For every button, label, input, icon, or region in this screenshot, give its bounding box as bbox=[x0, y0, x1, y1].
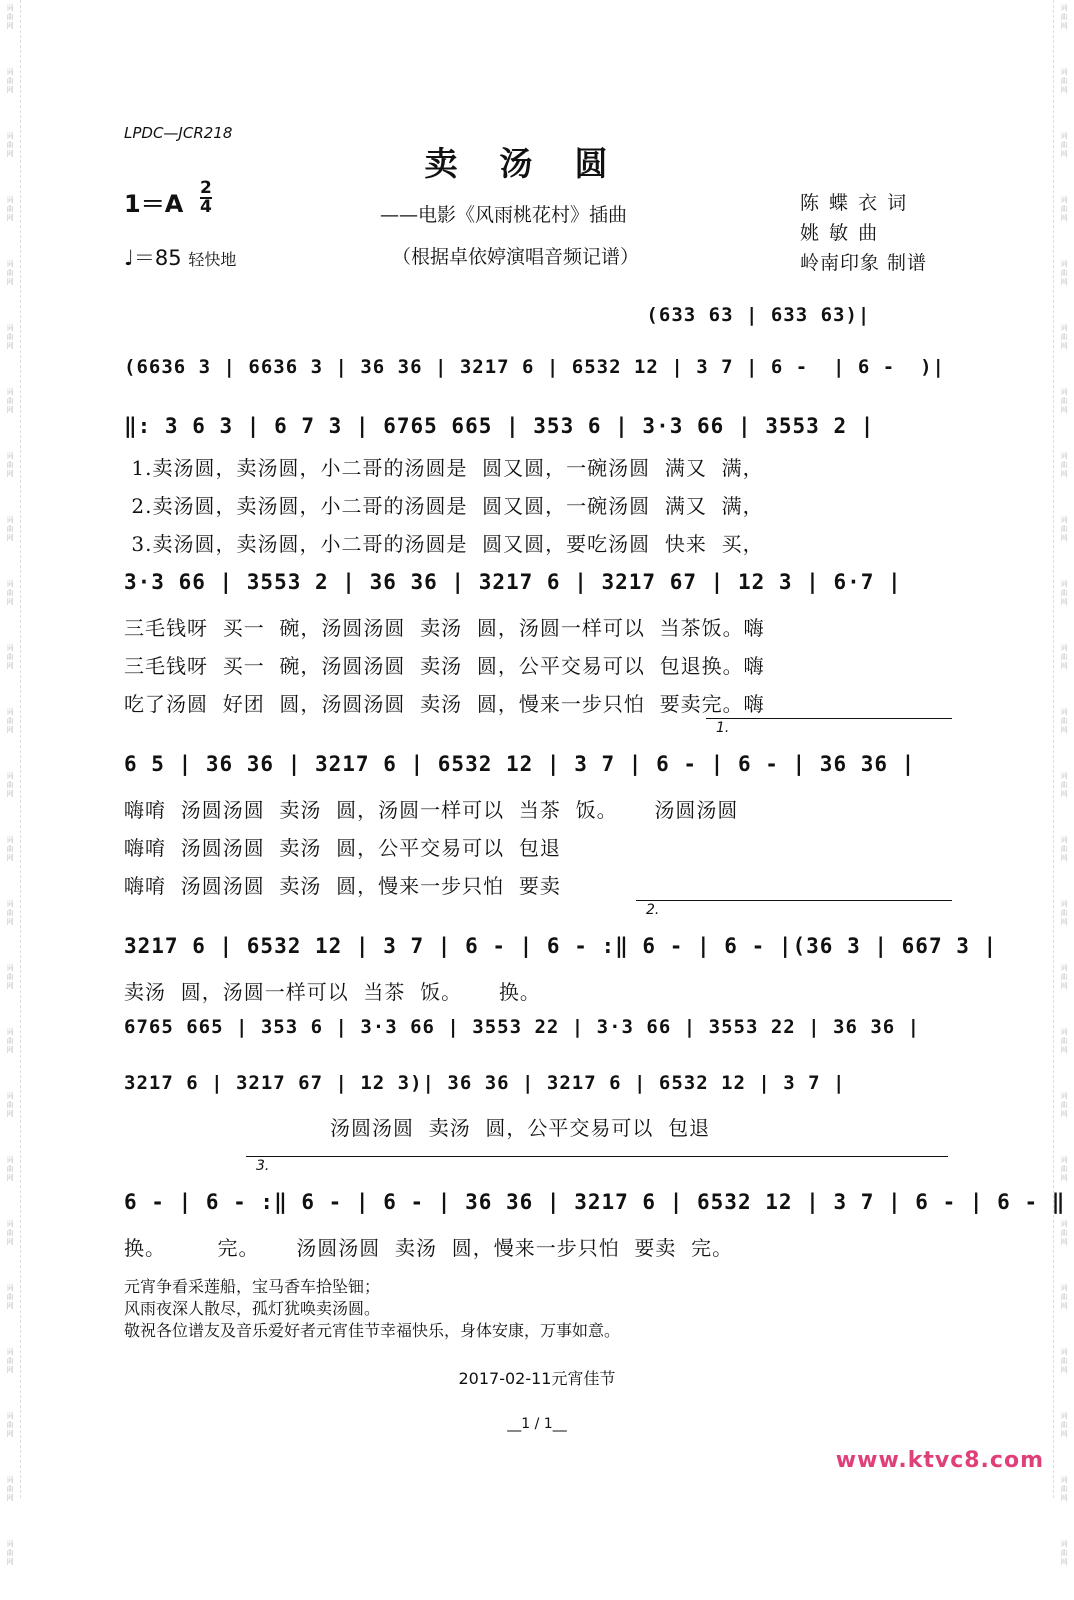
right-watermark-strip bbox=[1053, 0, 1074, 1566]
arranger-credit: 岭南印象 制谱 bbox=[800, 252, 928, 274]
score-row-3: 3·3 66 | 3553 2 | 36 36 | 3217 6 | 3217 67 | 12 3 | 6·7 | bbox=[124, 570, 902, 594]
watermark-mark: 词 曲 网 bbox=[6, 516, 14, 542]
lyric-line: 嗨唷 汤圆汤圆 卖汤 圆，公平交易可以 包退 bbox=[124, 836, 561, 860]
lyricist-credit: 陈 蝶 衣 词 bbox=[800, 192, 909, 214]
watermark-mark: 词 曲 网 bbox=[1060, 1092, 1068, 1118]
watermark-mark: 词 曲 网 bbox=[6, 580, 14, 606]
watermark-mark: 词 曲 网 bbox=[1060, 580, 1068, 606]
watermark-mark: 词 曲 网 bbox=[6, 196, 14, 222]
score-row-6: 6765 665 | 353 6 | 3·3 66 | 3553 22 | 3·3 66 | 3553 22 | 36 36 | bbox=[124, 1016, 921, 1038]
watermark-mark: 词 曲 网 bbox=[1060, 1412, 1068, 1438]
score-code: LPDC—JCR218 bbox=[124, 124, 233, 142]
watermark-mark: 词 曲 网 bbox=[6, 1412, 14, 1438]
watermark-mark: 词 曲 网 bbox=[6, 1220, 14, 1246]
watermark-mark: 词 曲 网 bbox=[6, 772, 14, 798]
watermark-mark: 词 曲 网 bbox=[6, 708, 14, 734]
watermark-mark: 词 曲 网 bbox=[6, 1092, 14, 1118]
volta-bracket bbox=[636, 900, 952, 901]
lyric-line: 3.卖汤圆，卖汤圆，小二哥的汤圆是 圆又圆，要吃汤圆 快来 买， bbox=[124, 532, 764, 556]
watermark-mark: 词 曲 网 bbox=[1060, 196, 1068, 222]
watermark-mark: 词 曲 网 bbox=[6, 68, 14, 94]
subtitle-source: （根据卓依婷演唱音频记谱） bbox=[392, 246, 640, 268]
lyric-line: 卖汤 圆，汤圆一样可以 当茶 饭。 换。 bbox=[124, 980, 541, 1004]
watermark-mark: 词 曲 网 bbox=[1060, 900, 1068, 926]
watermark-mark: 词 曲 网 bbox=[6, 1348, 14, 1374]
song-title: 卖汤圆 bbox=[424, 144, 650, 183]
watermark-mark: 词 曲 网 bbox=[1060, 644, 1068, 670]
watermark-mark: 词 曲 网 bbox=[1060, 4, 1068, 30]
score-row-5: 3217 6 | 6532 12 | 3 7 | 6 - | 6 - :‖ 6 - | 6 - |(36 3 | 667 3 | bbox=[124, 934, 998, 958]
score-row-0: (633 63 | 633 63)| bbox=[124, 304, 871, 326]
watermark-mark: 词 曲 网 bbox=[6, 964, 14, 990]
volta-2-label: 2. bbox=[646, 902, 660, 918]
watermark-mark: 词 曲 网 bbox=[6, 1156, 14, 1182]
watermark-mark: 词 曲 网 bbox=[1060, 132, 1068, 158]
tempo-value: ♩＝85 bbox=[124, 246, 182, 270]
watermark-mark: 词 曲 网 bbox=[1060, 1476, 1068, 1502]
volta-bracket bbox=[246, 1156, 948, 1157]
time-signature-top: 2 bbox=[200, 178, 212, 198]
poem-line-2: 风雨夜深人散尽，孤灯犹唤卖汤圆。 bbox=[124, 1299, 381, 1318]
watermark-mark: 词 曲 网 bbox=[6, 388, 14, 414]
watermark-mark: 词 曲 网 bbox=[6, 1028, 14, 1054]
lyric-line: 嗨唷 汤圆汤圆 卖汤 圆，汤圆一样可以 当茶 饭。 汤圆汤圆 bbox=[124, 798, 739, 822]
lyric-line: 1.卖汤圆，卖汤圆，小二哥的汤圆是 圆又圆，一碗汤圆 满又 满， bbox=[124, 456, 764, 480]
score-row-8: 6 - | 6 - :‖ 6 - | 6 - | 36 36 | 3217 6 | 6532 12 | 3 7 | 6 - | 6 - ‖ bbox=[124, 1190, 1066, 1214]
time-signature bbox=[200, 180, 212, 216]
time-signature-bottom: 4 bbox=[200, 197, 212, 217]
volta-1-label: 1. bbox=[716, 720, 730, 736]
watermark-mark: 词 曲 网 bbox=[1060, 324, 1068, 350]
watermark-mark: 词 曲 网 bbox=[6, 900, 14, 926]
watermark-mark: 词 曲 网 bbox=[6, 1540, 14, 1566]
watermark-mark: 词 曲 网 bbox=[6, 132, 14, 158]
score-row-4: 6 5 | 36 36 | 3217 6 | 6532 12 | 3 7 | 6 - | 6 - | 36 36 | bbox=[124, 752, 916, 776]
tempo-text: 轻快地 bbox=[188, 250, 237, 269]
key-signature: 1＝A bbox=[124, 190, 184, 218]
watermark-mark: 词 曲 网 bbox=[1060, 1028, 1068, 1054]
date-line: 2017-02-11元宵佳节 bbox=[458, 1369, 616, 1388]
score-row-1: (6636 3 | 6636 3 | 36 36 | 3217 6 | 6532 12 | 3 7 | 6 - | 6 - )| bbox=[124, 356, 945, 378]
watermark-mark: 词 曲 网 bbox=[6, 1284, 14, 1310]
site-watermark: www.ktvc8.com bbox=[835, 1448, 1044, 1473]
volta-bracket bbox=[706, 718, 952, 719]
watermark-mark: 词 曲 网 bbox=[1060, 1156, 1068, 1182]
watermark-mark: 词 曲 网 bbox=[1060, 1220, 1068, 1246]
score-row-2: ‖: 3 6 3 | 6 7 3 | 6765 665 | 353 6 | 3·3 66 | 3553 2 | bbox=[124, 414, 875, 438]
watermark-mark: 词 曲 网 bbox=[1060, 68, 1068, 94]
watermark-mark: 词 曲 网 bbox=[1060, 516, 1068, 542]
lyric-line: 嗨唷 汤圆汤圆 卖汤 圆，慢来一步只怕 要卖 bbox=[124, 874, 561, 898]
watermark-mark: 词 曲 网 bbox=[1060, 1540, 1068, 1566]
lyric-line: 三毛钱呀 买一 碗，汤圆汤圆 卖汤 圆，公平交易可以 包退换。嗨 bbox=[124, 654, 765, 678]
lyric-line: 换。 完。 汤圆汤圆 卖汤 圆，慢来一步只怕 要卖 完。 bbox=[124, 1236, 734, 1260]
watermark-mark: 词 曲 网 bbox=[1060, 964, 1068, 990]
left-watermark-strip bbox=[0, 0, 21, 1566]
lyric-line: 汤圆汤圆 卖汤 圆，公平交易可以 包退 bbox=[124, 1116, 711, 1140]
greeting-line: 敬祝各位谱友及音乐爱好者元宵佳节幸福快乐，身体安康，万事如意。 bbox=[124, 1321, 621, 1340]
watermark-mark: 词 曲 网 bbox=[6, 4, 14, 30]
score-row-7: 3217 6 | 3217 67 | 12 3)| 36 36 | 3217 6 | 6532 12 | 3 7 | bbox=[124, 1072, 846, 1094]
watermark-mark: 词 曲 网 bbox=[1060, 1284, 1068, 1310]
lyric-line: 吃了汤圆 好团 圆，汤圆汤圆 卖汤 圆，慢来一步只怕 要卖完。嗨 bbox=[124, 692, 765, 716]
watermark-mark: 词 曲 网 bbox=[6, 644, 14, 670]
watermark-mark: 词 曲 网 bbox=[6, 260, 14, 286]
watermark-mark: 词 曲 网 bbox=[1060, 388, 1068, 414]
watermark-mark: 词 曲 网 bbox=[6, 324, 14, 350]
watermark-mark: 词 曲 网 bbox=[6, 1476, 14, 1502]
volta-3-label: 3. bbox=[256, 1158, 270, 1174]
watermark-mark: 词 曲 网 bbox=[1060, 708, 1068, 734]
watermark-mark: 词 曲 网 bbox=[1060, 772, 1068, 798]
lyric-line: 2.卖汤圆，卖汤圆，小二哥的汤圆是 圆又圆，一碗汤圆 满又 满， bbox=[124, 494, 764, 518]
poem-line-1: 元宵争看采莲船，宝马香车拾坠钿； bbox=[124, 1277, 381, 1296]
tempo-marking bbox=[124, 242, 236, 272]
watermark-mark: 词 曲 网 bbox=[1060, 836, 1068, 862]
page-number: __1 / 1__ bbox=[507, 1416, 567, 1432]
watermark-mark: 词 曲 网 bbox=[1060, 452, 1068, 478]
composer-credit: 姚 敏 曲 bbox=[800, 222, 880, 244]
watermark-mark: 词 曲 网 bbox=[6, 836, 14, 862]
watermark-mark: 词 曲 网 bbox=[6, 452, 14, 478]
subtitle: ——电影《风雨桃花村》插曲 bbox=[380, 204, 628, 226]
watermark-mark: 词 曲 网 bbox=[1060, 260, 1068, 286]
watermark-mark: 词 曲 网 bbox=[1060, 1348, 1068, 1374]
lyric-line: 三毛钱呀 买一 碗，汤圆汤圆 卖汤 圆，汤圆一样可以 当茶饭。嗨 bbox=[124, 616, 765, 640]
